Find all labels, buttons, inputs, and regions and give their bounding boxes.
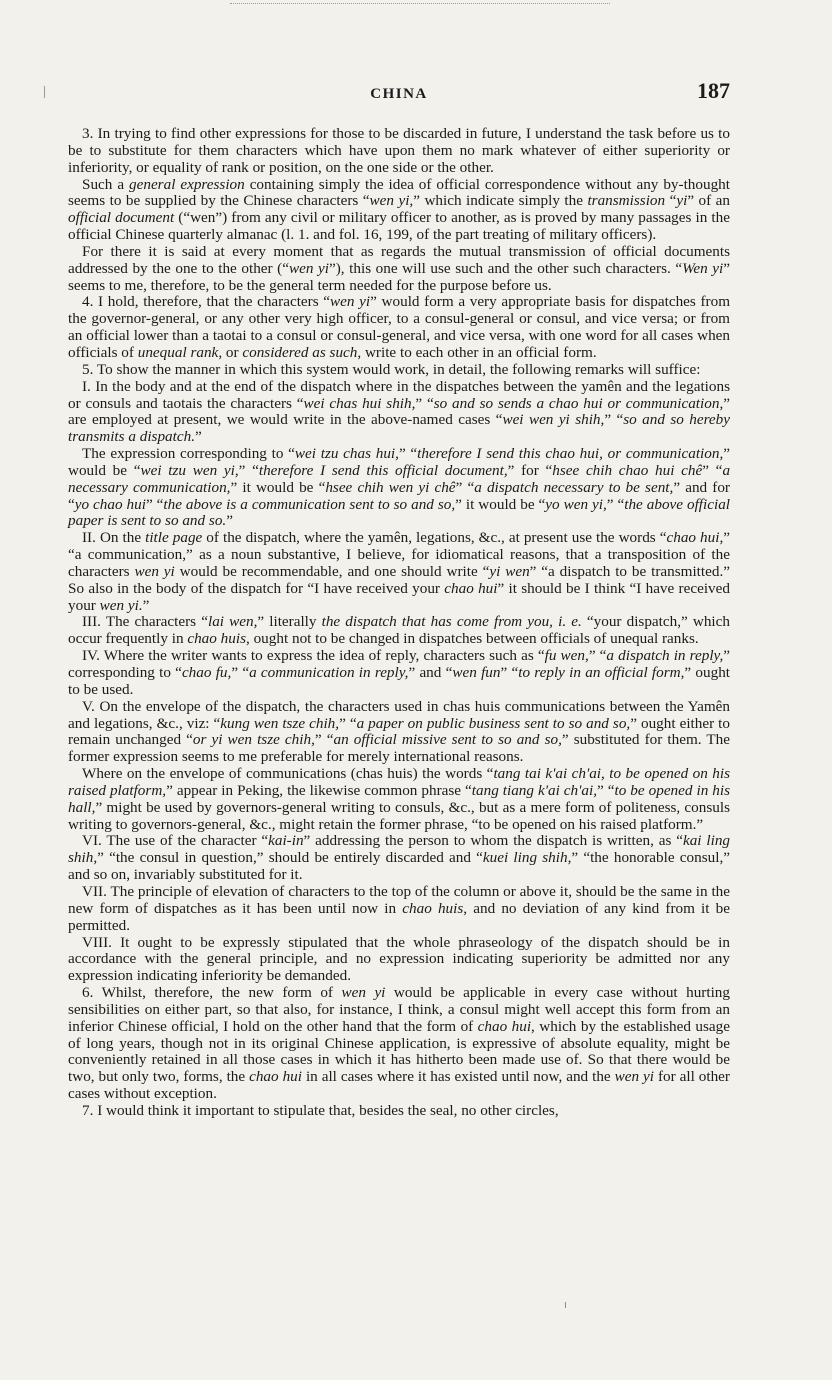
paragraph xyxy=(68,446,730,530)
italic-run: chao fu, xyxy=(181,664,232,681)
text-run: VIII. It ought to be expressly stipulated that the whole phraseology of the dispatch should be in accordance with the general principle, and no expression indicating superiority be admitted nor any expression indicating inferiority be demanded. xyxy=(68,933,730,985)
italic-run: a paper on public business sent to so and so, xyxy=(356,714,631,732)
italic-run: hsee chih wen yi chê xyxy=(325,478,456,496)
italic-run: fu wen, xyxy=(544,647,589,665)
italic-run: chao hui xyxy=(249,1068,302,1086)
italic-run: wei chas hui shih, xyxy=(303,394,416,412)
italic-run: tang tai k'ai ch'ai, to be opened on his raised platform, xyxy=(68,765,731,799)
text-run: ” for “ xyxy=(507,461,553,479)
paragraph xyxy=(68,935,730,986)
page-header xyxy=(68,78,730,108)
text-run: ” “ xyxy=(145,495,164,513)
italic-run: an official missive sent to so and so, xyxy=(333,731,562,749)
text-run: would be recommendable, and one should write “ xyxy=(174,562,490,580)
text-run: ” appear in Peking, the likewise common phrase “ xyxy=(166,781,472,799)
italic-run: wei tzu chas hui, xyxy=(294,445,399,463)
paragraph xyxy=(68,648,730,699)
paragraph xyxy=(68,766,730,833)
italic-run: a dispatch in reply, xyxy=(606,647,724,665)
italic-run: or yi wen tsze chih, xyxy=(192,731,315,749)
paragraph xyxy=(68,614,730,648)
italic-run: wen yi xyxy=(614,1068,654,1086)
paragraph xyxy=(68,833,730,884)
italic-run: yi xyxy=(676,192,688,210)
italic-run: general expression xyxy=(129,175,245,193)
italic-run: chao hui xyxy=(477,1017,532,1035)
text-run: ” “ xyxy=(238,461,259,479)
text-run: , ought not to be changed in dispatches between officials of unequal ranks. xyxy=(245,630,699,648)
text-run: ” are employed at present, we would write in the above-named cases “ xyxy=(68,394,730,429)
text-run: 7. I would think it important to stipulate that, besides the seal, no other circles, xyxy=(82,1101,559,1119)
italic-run: wen yi xyxy=(330,293,371,311)
italic-run: a dispatch necessary to be sent, xyxy=(474,478,674,496)
text-run: ” “ xyxy=(314,731,334,749)
text-run: ” “ xyxy=(398,445,418,463)
text-run: ” “ xyxy=(415,394,434,412)
body-text xyxy=(68,126,730,1120)
text-run: “ xyxy=(665,192,677,210)
paragraph xyxy=(68,1103,730,1120)
italic-run: so and so hereby transmits a dispatch. xyxy=(68,411,731,446)
italic-run: the above is a communication sent to so and so, xyxy=(163,495,456,513)
text-run: ” “ xyxy=(339,714,357,732)
text-run: ” it would be “ xyxy=(230,478,326,496)
paragraph xyxy=(68,362,730,379)
top-rule xyxy=(230,3,610,4)
italic-run: the above official paper is sent to so and so. xyxy=(68,495,731,530)
italic-run: wen yi, xyxy=(369,192,414,210)
paragraph xyxy=(68,884,730,935)
text-run: , which by the established usage of long years, though not in its original Chinese application, is expressive of absolute equality, might be conveniently retained in all those cases in which it has hitherto been made use of. So that there would be two, but only two, forms, the xyxy=(68,1017,730,1086)
text-run: ” “ xyxy=(500,664,519,681)
text-run: ” which indicate simply the xyxy=(413,192,588,210)
italic-run: chao huis xyxy=(402,899,464,917)
text-run: ” xyxy=(195,428,202,446)
text-run: ” “ xyxy=(588,647,607,665)
italic-run: a communication in reply, xyxy=(249,664,409,681)
text-run: IV. Where the writer wants to express the idea of reply, characters such as “ xyxy=(82,647,545,665)
italic-run: chao hui xyxy=(444,579,498,597)
text-run: 4. I hold, therefore, that the characters “ xyxy=(82,293,331,311)
italic-run: the dispatch that has come from you, i. e. xyxy=(321,613,582,631)
text-run: in all cases where it has existed until now, and the xyxy=(301,1068,615,1086)
running-title: CHINA xyxy=(370,86,428,102)
paragraph xyxy=(68,699,730,766)
italic-run: wen yi xyxy=(134,562,175,580)
text-run: ” “ xyxy=(597,781,615,799)
italic-run: a necessary communication, xyxy=(68,461,731,496)
text-run: “your dispatch,” which occur frequently in xyxy=(68,613,730,648)
text-run: , write to each other in an official form. xyxy=(357,343,597,361)
text-run: would be applicable in every case without hurting sensibilities on either part, so that also, for instance, I think, a consul might well accept this form from an inferior Chinese official, I hold on the other hand that the form of xyxy=(68,984,730,1035)
italic-run: wei tzu wen yi, xyxy=(140,461,239,479)
text-run: ” literally xyxy=(257,613,322,631)
text-run: For there it is said at every moment that as regards the mutual transmission of official documents addressed by the one to the other (“ xyxy=(68,242,730,277)
italic-run: to be opened in his hall, xyxy=(68,781,731,816)
text-run: 3. In trying to find other expressions for those to be discarded in future, I understand the task before us to be to substitute for them characters which have upon them no mark whatever of either superiority or inferiority, or equality of rank or position, on the one side or the other. xyxy=(68,125,730,176)
text-run: Where on the envelope of communications (chas huis) the words “ xyxy=(82,765,494,783)
text-run: 5. To show the manner in which this system would work, in detail, the following remarks will suffice: xyxy=(82,360,701,378)
text-run: 6. Whilst, therefore, the new form of xyxy=(82,984,342,1002)
text-run: ” and “ xyxy=(408,664,453,681)
italic-run: considered as such xyxy=(242,343,358,361)
text-run: ” ought either to remain unchanged “ xyxy=(68,714,730,749)
text-run: ” it would be “ xyxy=(455,495,546,513)
italic-run: yo wen yi, xyxy=(545,495,607,513)
italic-run: kuei ling shih, xyxy=(482,849,572,867)
text-run: ” substituted for them. The former expression seems to me preferable for merely international reasons. xyxy=(68,731,730,766)
text-run: ” addressing the person to whom the dispatch is written, as “ xyxy=(303,832,683,850)
italic-run: wen fun xyxy=(452,664,501,681)
italic-run: Wen yi xyxy=(682,259,724,277)
text-run: ” xyxy=(226,512,233,530)
text-run: , and no deviation of any kind from it be permitted. xyxy=(68,899,730,934)
text-run: II. On the xyxy=(82,529,146,547)
paragraph xyxy=(68,177,730,244)
text-run: ”), this one will use such and the other such characters. “ xyxy=(328,259,683,277)
text-run: ” xyxy=(142,596,150,614)
text-run: ” “ xyxy=(606,495,625,513)
text-run: I. In the body and at the end of the dispatch where in the dispatches between the yamên and the legations or consuls and taotais the characters “ xyxy=(68,377,730,412)
italic-run: wen yi. xyxy=(99,596,143,614)
italic-run: to reply in an official form, xyxy=(518,664,685,681)
text-run: III. The characters “ xyxy=(82,613,208,631)
text-run: containing simply the idea of official correspondence without any by-thought seems to be supplied by the Chinese characters “ xyxy=(68,175,730,210)
italic-run: wei wen yi shih, xyxy=(502,411,605,429)
text-run: ” “a dispatch to be transmitted.” So also in the body of the dispatch for “I have received your xyxy=(68,562,730,597)
italic-run: title page xyxy=(145,529,203,547)
text-run: ” “ xyxy=(702,461,723,479)
italic-run: lai wen, xyxy=(207,613,258,631)
text-run: VI. The use of the character “ xyxy=(82,832,269,850)
italic-run: yo chao hui xyxy=(74,495,146,513)
text-run: ” “the honorable consul,” and so on, invariably substituted for it. xyxy=(68,849,730,884)
italic-run: therefore I send this official document, xyxy=(258,461,508,479)
text-run: ” “ xyxy=(455,478,475,496)
text-run: VII. The principle of elevation of characters to the top of the column or above it, should be the same in the new form of dispatches as it has been until now in xyxy=(68,882,730,917)
italic-run: kai ling shih, xyxy=(68,832,731,867)
stray-mark xyxy=(565,1302,566,1308)
italic-run: official document xyxy=(68,209,175,227)
text-run: of the dispatch, where the yamên, legations, &c., at present use the words “ xyxy=(202,529,667,547)
paragraph xyxy=(68,126,730,177)
text-run: Such a xyxy=(82,175,130,193)
text-run: ” “ xyxy=(231,664,250,681)
italic-run: unequal rank xyxy=(137,343,219,361)
italic-run: so and so sends a chao hui or communication, xyxy=(433,394,724,412)
text-run: ” “ xyxy=(604,411,624,429)
text-run: ” would be “ xyxy=(68,445,731,479)
text-run: ” of an xyxy=(687,192,730,210)
page-number: 187 xyxy=(697,78,730,103)
text-run: ” ought to be used. xyxy=(68,664,731,698)
italic-run: hsee chih chao hui chê xyxy=(552,461,703,479)
italic-run: chao hui, xyxy=(666,529,724,547)
italic-run: chao huis xyxy=(187,630,246,648)
paragraph xyxy=(68,294,730,361)
text-run: for all other cases without exception. xyxy=(68,1068,730,1103)
text-run: The expression corresponding to “ xyxy=(82,445,295,463)
paragraph xyxy=(68,985,730,1103)
text-run: ” and for “ xyxy=(68,478,730,513)
text-run: V. On the envelope of the dispatch, the characters used in chas huis communications between the Yamên and legations, &c., viz: “ xyxy=(68,697,730,732)
text-run: ” might be used by governors-general writing to consuls, &c., but as a mere form of politeness, consuls writing to governors-general, &c., might retain the former phrase, “to be opened on his raised platform.” xyxy=(68,798,730,833)
text-run: , or xyxy=(218,343,243,361)
italic-run: transmission xyxy=(587,192,666,210)
italic-run: therefore I send this chao hui, or communication, xyxy=(417,445,724,463)
text-run: ” would form a very appropriate basis for dispatches from the governor-general, or any other very high officer, to a consul-general or consul, and vice versa; or from an official lower than a taotai to a consul or consul-general, and vice versa, with one word for all cases when officials of xyxy=(68,293,731,361)
italic-run: kai-in xyxy=(268,832,304,850)
text-run: ” it should be I think “I have received your xyxy=(68,579,730,614)
text-run: ” corresponding to “ xyxy=(68,647,730,681)
italic-run: tang tiang k'ai ch'ai, xyxy=(471,781,597,799)
italic-run: yi wen xyxy=(489,562,530,580)
paragraph xyxy=(68,379,730,446)
gutter-mark xyxy=(44,86,45,98)
text-run: ” “a communication,” as a noun substantive, I believe, for idiomatical reasons, that a transposition of the characters xyxy=(68,529,730,580)
text-run: ” “the consul in question,” should be entirely discarded and “ xyxy=(97,849,483,867)
text-run: ” seems to me, therefore, to be the general term needed for the purpose before us. xyxy=(68,259,730,294)
italic-run: kung wen tsze chih, xyxy=(220,714,340,732)
italic-run: wen yi xyxy=(288,259,329,277)
paragraph xyxy=(68,244,730,295)
text-run: (“wen”) from any civil or military officer to another, as is proved by many passages in the official Chinese quarterly almanac (l. 1. and fol. 16, 199, of the part treating of military officers). xyxy=(68,209,730,244)
italic-run: wen yi xyxy=(341,984,386,1002)
paragraph xyxy=(68,530,730,614)
